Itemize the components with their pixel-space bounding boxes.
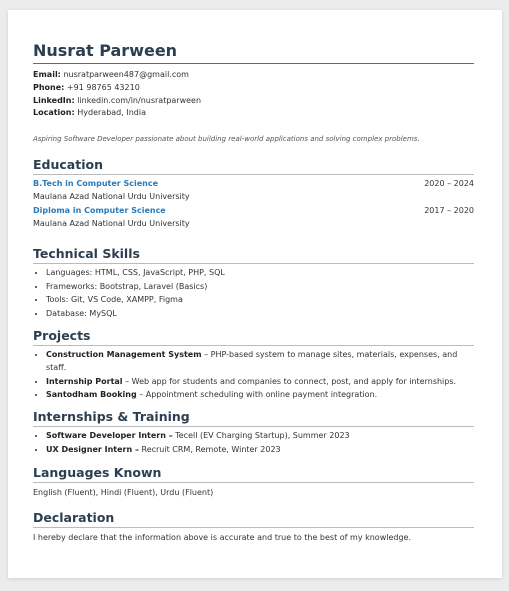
declaration-section <box>33 510 474 544</box>
list-item: • Database: MySQL <box>46 307 474 321</box>
project-desc: – Web app for students and companies to connect, post, and apply for internships. <box>122 376 457 386</box>
phone-value: +91 98765 43210 <box>66 82 140 92</box>
project-name: Construction Management System <box>46 349 202 359</box>
internship-desc: Tecell (EV Charging Startup), Summer 2023 <box>172 430 350 440</box>
school: Maulana Azad National Urdu University <box>33 218 190 228</box>
declaration-text: I hereby declare that the information above is accurate and true to the best of my knowledge. <box>33 533 412 543</box>
contact-phone <box>33 82 474 95</box>
dates: 2017 – 2020 <box>424 206 474 216</box>
project-name: Santodham Booking <box>46 390 137 400</box>
languages-text: English (Fluent), Hindi (Fluent), Urdu (Fluent) <box>33 488 214 498</box>
section-title-declaration: Declaration <box>33 510 474 528</box>
project-desc: – PHP-based system to manage sites, materials, expenses, and staff. <box>46 349 458 373</box>
section-title-internships: Internships & Training <box>33 409 474 427</box>
education-item <box>33 205 474 218</box>
contact-location <box>33 107 474 120</box>
project-desc: – Appointment scheduling with online payment integration. <box>136 390 378 400</box>
list-item <box>46 375 474 389</box>
school: Maulana Azad National Urdu University <box>33 191 190 201</box>
email-value: nusratparween487@gmail.com <box>63 70 189 79</box>
summary: Aspiring Software Developer passionate about building real-world applications and solving complex problems. <box>33 135 420 144</box>
contact-info <box>33 69 474 120</box>
education-item <box>33 178 474 191</box>
contact-linkedin <box>33 95 474 108</box>
resume-page <box>8 10 502 578</box>
internships-list <box>33 429 474 456</box>
list-item <box>46 429 474 443</box>
internship-role: UX Designer Intern – <box>46 444 139 454</box>
section-title-skills: Technical Skills <box>33 246 474 264</box>
section-title-projects: Projects <box>33 328 474 346</box>
degree: B.Tech in Computer Science <box>33 179 159 189</box>
internship-role: Software Developer Intern – <box>46 430 173 440</box>
list-item <box>46 388 474 402</box>
education-section <box>33 157 474 230</box>
list-item: • Tools: Git, VS Code, XAMPP, Figma <box>46 293 474 307</box>
skills-section <box>33 246 474 320</box>
contact-label: LinkedIn: <box>33 95 75 105</box>
dates: 2020 – 2024 <box>424 179 474 189</box>
project-name: Internship Portal <box>46 376 123 386</box>
section-title-languages: Languages Known <box>33 465 474 483</box>
list-item: • Frameworks: Bootstrap, Laravel (Basics) <box>46 280 474 294</box>
contact-label: Location: <box>33 108 75 118</box>
contact-label: Email: <box>33 70 61 79</box>
contact-email <box>33 69 474 82</box>
candidate-name: Nusrat Parween <box>33 40 474 64</box>
degree: Diploma in Computer Science <box>33 206 166 216</box>
section-title-education: Education <box>33 157 474 175</box>
skills-list <box>33 266 474 320</box>
internships-section <box>33 409 474 456</box>
projects-list <box>33 348 474 402</box>
internship-desc: Recruit CRM, Remote, Winter 2023 <box>138 444 281 454</box>
contact-label: Phone: <box>33 82 65 92</box>
list-item <box>46 443 474 457</box>
projects-section <box>33 328 474 402</box>
location-value: Hyderabad, India <box>77 108 146 118</box>
languages-section <box>33 465 474 499</box>
list-item <box>46 348 474 375</box>
list-item: • Languages: HTML, CSS, JavaScript, PHP, SQL <box>46 266 474 280</box>
linkedin-value: linkedin.com/in/nusratparween <box>77 95 202 105</box>
